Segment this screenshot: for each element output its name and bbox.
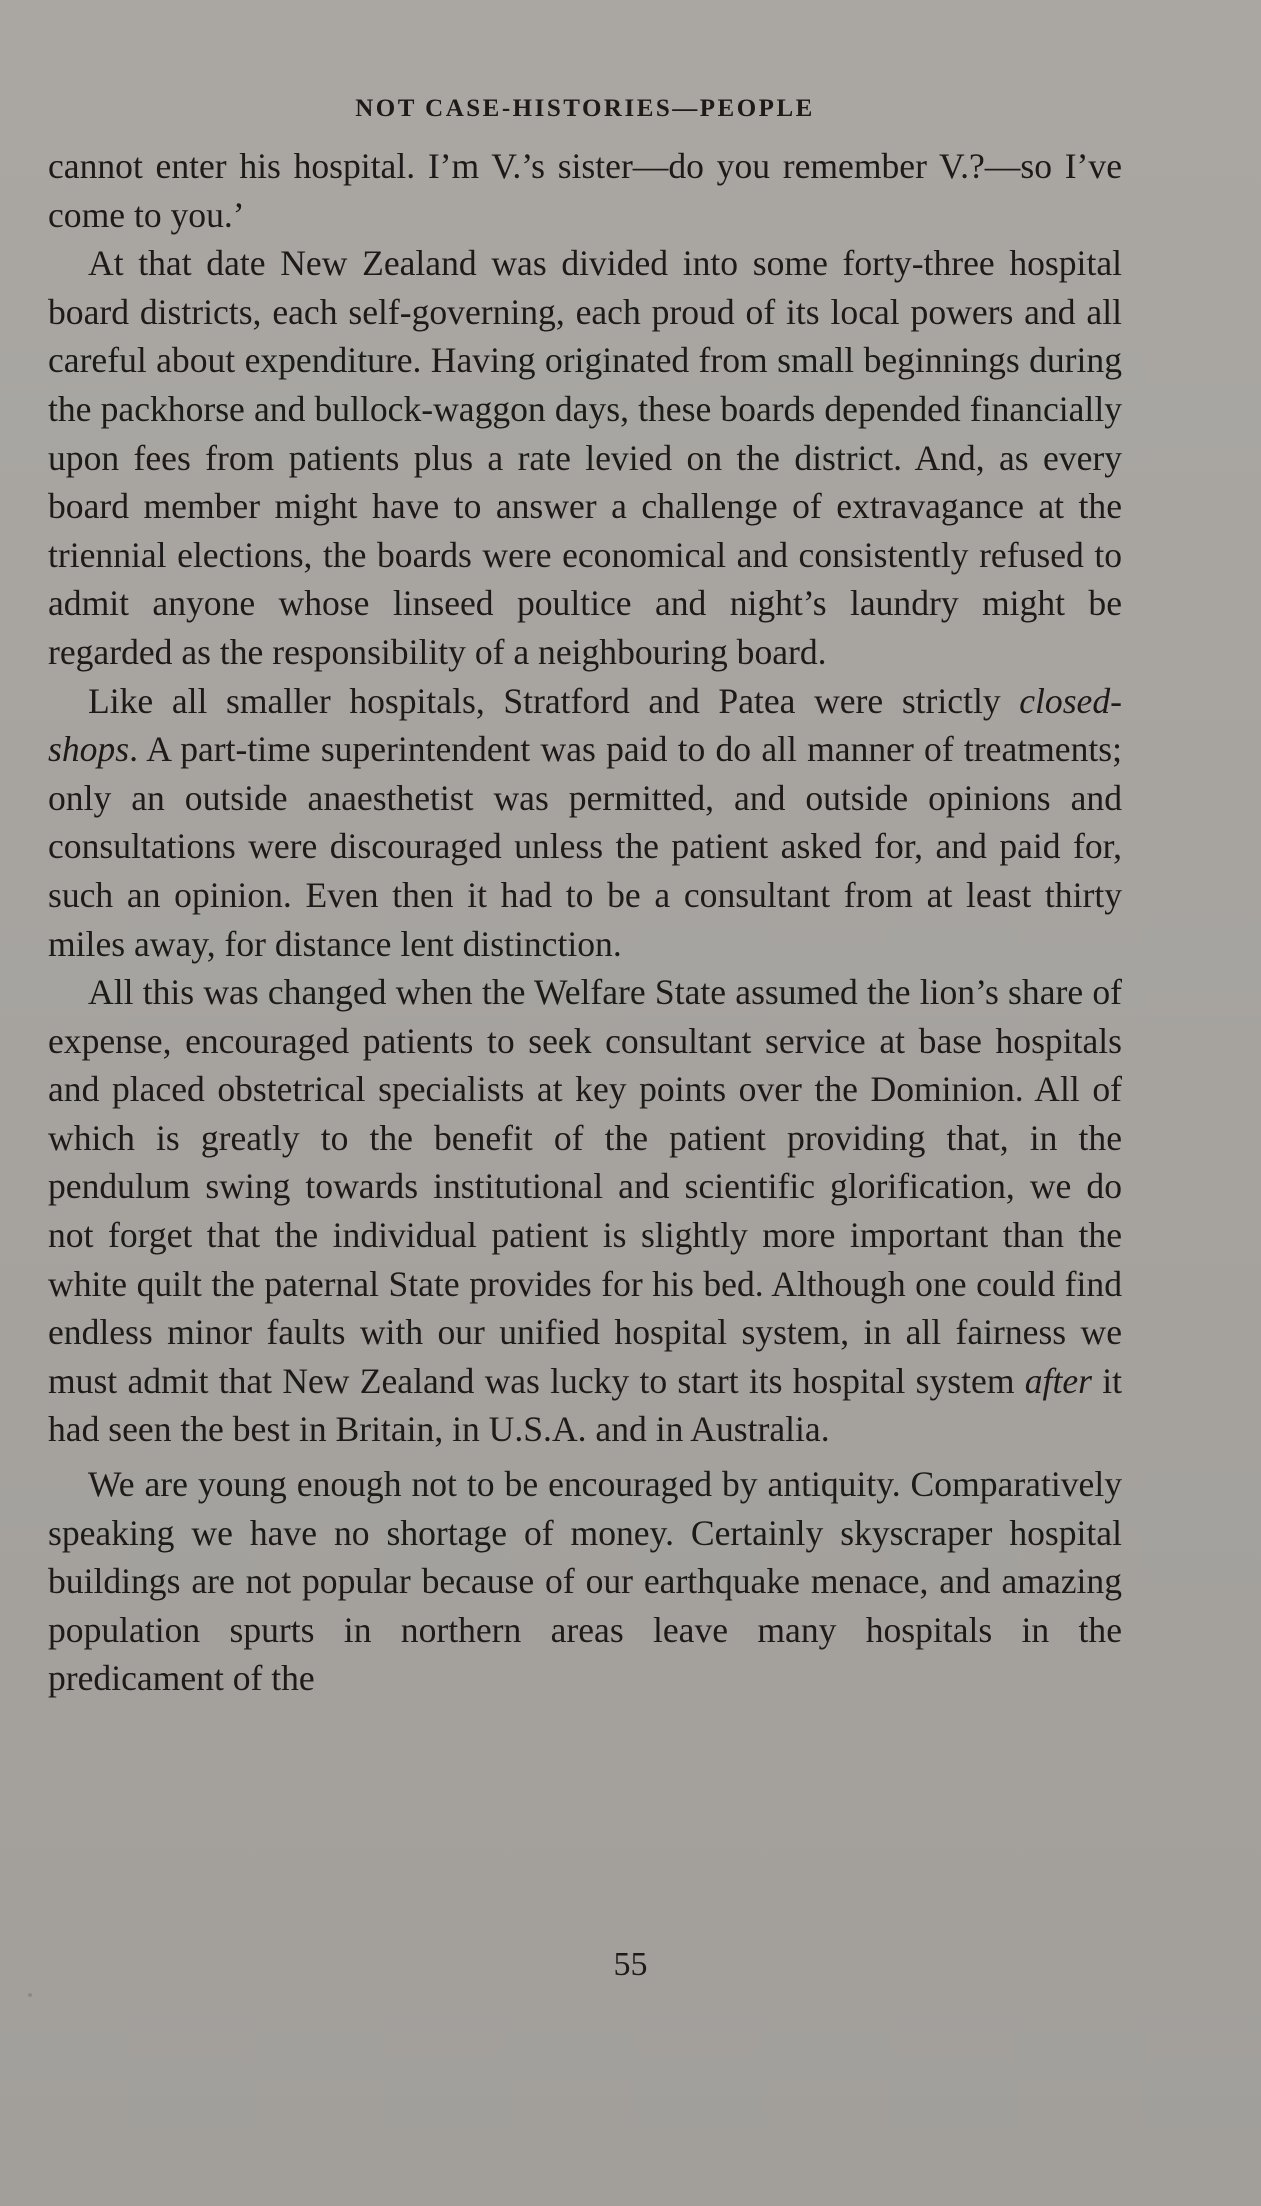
page-number: 55 — [613, 1946, 648, 1983]
paragraph-3 — [48, 677, 1122, 969]
paragraph-4 — [48, 968, 1122, 1454]
paper-speck — [28, 1993, 32, 1997]
paragraph-3-text-b: . A part-time superintendent was paid to do all manner of treatments; only an outside anaesthetist was permitted, and outside opinions and consultations were discouraged unless the patient asked for, and paid for, such an opinion. Even then it had to be a consultant from at least thirty miles away, for distance lent distinction. — [48, 729, 1122, 964]
running-head: NOT CASE-HISTORIES—PEOPLE — [355, 95, 815, 122]
paragraph-1: cannot enter his hospital. I’m V.’s sister—do you remember V.?—so I’ve come to you.’ — [48, 146, 1122, 235]
paragraph-2: At that date New Zealand was divided into some forty-three hospital board districts, each self-governing, each proud of its local powers and all careful about expenditure. Having originated from small beginnings during the packhorse and bullock-waggon days, these boards depended financially upon fees from patients plus a rate levied on the district. And, as every board member might have to answer a challenge of extravagance at the triennial elections, the boards were economical and consistently refused to admit anyone whose linseed poultice and night’s laundry might be regarded as the responsibility of a neighbouring board. — [48, 243, 1122, 672]
italic-after: after — [1024, 1360, 1092, 1401]
paragraph-3-text-a: Like all smaller hospitals, Stratford and Patea were strictly — [88, 680, 1020, 721]
paragraph-4-text-a: All this was changed when the Welfare State assumed the lion’s share of expense, encouraged patients to seek consultant service at base hospitals and placed obstetrical specialists at key points over the Dominion. All of which is greatly to the benefit of the patient providing that, in the pendulum swing towards institutional and scientific glorification, we do not forget that the individual patient is slightly more important than the white quilt the paternal State provides for his bed. Although one could find endless minor faults with our unified hospital system, in all fairness we must admit that New Zealand was lucky to start its hospital system — [48, 972, 1122, 1401]
italic-closed-shops: closed-shops — [48, 680, 1122, 770]
book-page — [48, 92, 1122, 1703]
paragraph-4-text-b: it had seen the best in Britain, in U.S.A. and in Australia. — [48, 1360, 1122, 1450]
paragraph-5: We are young enough not to be encouraged by antiquity. Comparatively speaking we have no shortage of money. Certainly skyscraper hospital buildings are not popular because of our earthquake menace, and amazing population spurts in northern areas leave many hospitals in the predicament of the — [48, 1464, 1122, 1699]
